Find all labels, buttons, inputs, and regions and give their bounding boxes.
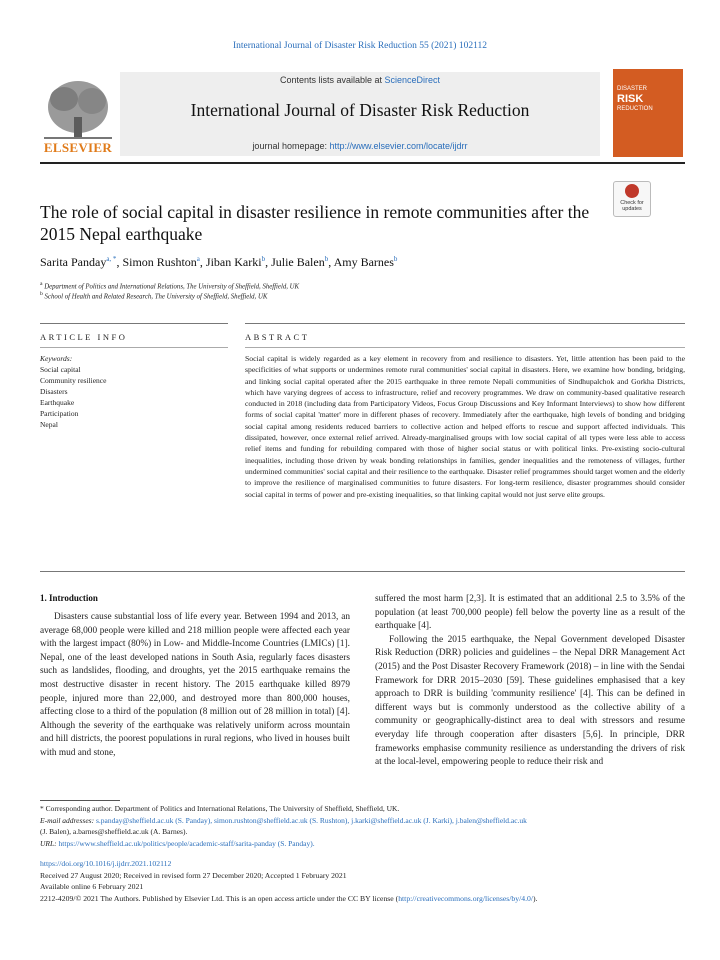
url-label: URL: xyxy=(40,838,57,848)
intro-paragraph: Following the 2015 earthquake, the Nepal Government developed Disaster Risk Reduction (DRR) policies and guidelines – the Nepal DRR Management Act (2015) and the Post Disaster Recovery Framework (2018) – in line with the Sendai Framework for DRR 2015–2030 [59]. These guidelines emphasised that a key approach to DRR is building 'community resilience' [4]. This can be defined in different ways but is commonly understood as the collective ability of a community or geographically-distinct area to deal with stressors and resume everyday life through cooperation after disasters [5,6]. In principle, DRR frameworks emphasise community resilience as understanding the drivers of risk at the local-level, empowering people to reduce their risk and xyxy=(375,634,685,768)
article-info-label: ARTICLE INFO xyxy=(40,332,128,342)
check-updates-label: Check for updates xyxy=(620,200,644,212)
article-title: The role of social capital in disaster resilience in remote communities after the 2015 Nepal earthquake xyxy=(40,202,590,244)
journal-cover-image xyxy=(613,69,683,157)
author-name[interactable]: Julie Balen xyxy=(271,255,325,269)
author-affiliation-mark[interactable]: b xyxy=(261,255,266,263)
keyword: Social capital xyxy=(40,365,81,374)
keywords-label: Keywords: xyxy=(40,354,73,363)
received-dates: Received 27 August 2020; Received in revised form 27 December 2020; Accepted 1 February 2021 xyxy=(40,870,347,880)
contents-prefix: Contents lists available at xyxy=(279,75,385,85)
keyword: Nepal xyxy=(40,420,58,429)
homepage-link[interactable]: http://www.elsevier.com/locate/ijdrr xyxy=(329,141,468,151)
journal-title: International Journal of Disaster Risk Reduction xyxy=(190,100,530,120)
author-affiliation-mark[interactable]: a, * xyxy=(106,255,117,263)
author-affiliation-mark[interactable]: a xyxy=(196,255,200,263)
header-divider xyxy=(40,162,685,164)
keyword: Earthquake xyxy=(40,398,75,407)
affiliation-b xyxy=(40,291,680,300)
cover-line2: RISK xyxy=(617,93,644,105)
keyword: Disasters xyxy=(40,387,68,396)
abstract-text: Social capital is widely regarded as a key element in recovery from and resilience to disasters. Yet, little attention has been paid to the specificities of what supports or undermines remote rural communities' social capital in disasters. Here, we examine how bonding, bridging, and linking social capital operated after the 2015 earthquake in three remote Nepali communities of Sindhupalchok and Gorkha Districts, which have varying degrees of access to infrastructure, relief and recovery programmes. We draw on community-based qualitative research conducted in 2018 (including data from Participatory Videos, Focus Group Discussions and Key Informant Interviews) to show how different forms of social capital 'matter' more in different phases of recovery. Immediately after the earthquake, high levels of bonding and bridging social capital among residents reduced barriers to collective action and helped efforts to rescue and support affected individuals. This dissipated, however, once external relief arrived. Already-marginalised groups with low social capital of all types were less able to access relief items and funding for rebuilding compared with those of higher social status or with political links. Pre-existing socio-cultural inequalities, including those driven by weak bonding relationships in families, gender inequalities and the remoteness of villages, further undermined communities' social capital and their resilience to the earthquake. Disaster relief programmes should target women and the elderly to improve the resilience of marginalised communities to future disasters. For long-term resilience, disaster programmes should consider social capital in terms of power and pre-existing inequalities, so that linking capital would not just serve elite groups. xyxy=(245,354,685,499)
author-list: Sarita Panday$^{a, *}$, Simon Rushton$^a$, Jiban Karki$^b$, Julie Balen$^b$, Amy Barnes$^b$ xyxy=(40,255,398,269)
author-url-link[interactable]: https://www.sheffield.ac.uk/politics/people/academic-staff/sarita-panday (S. Panday). xyxy=(56,838,315,848)
footnote-rule xyxy=(40,800,120,801)
homepage-line xyxy=(120,141,600,151)
cover-line1: DISASTER xyxy=(617,86,648,92)
cover-line3: REDUCTION xyxy=(617,106,653,112)
license-link[interactable]: http://creativecommons.org/licenses/by/4.0/ xyxy=(398,893,533,903)
footnote xyxy=(40,803,685,849)
affiliation-mark: a xyxy=(40,281,43,287)
intro-paragraph: Disasters cause substantial loss of life every year. Between 1994 and 2013, an average 68,000 people were killed and 218 million people were affected each year with the largest impact (80%) in Low- and Middle-Income Countries (LMICs) [1]. Nepal, one of the least developed nations in South Asia, regularly faces disasters such as landslides, flooding, and droughts, yet the 2015 earthquake remains the most destructive disaster in recent history. The 2015 earthquake killed 8979 people, injured more than 22,000, and destroyed more than 800,000 houses, affecting close to a third of the population (8 million out of 28 million in total) [4]. Although the severity of the earthquake was relatively uniform across mountain and hill districts, the poorest populations in rural regions, who lived in houses built with mud and stone, xyxy=(40,612,350,758)
intro-right-column xyxy=(375,593,685,770)
author-name[interactable]: Simon Rushton xyxy=(122,255,197,269)
author-name[interactable]: Amy Barnes xyxy=(333,255,394,269)
body-divider xyxy=(40,571,685,572)
keyword: Community resilience xyxy=(40,376,107,385)
author-name[interactable]: Jiban Karki xyxy=(205,255,262,269)
abstract-label: ABSTRACT xyxy=(245,332,310,342)
author-affiliation-mark[interactable]: b xyxy=(324,255,329,263)
article-info-top-rule xyxy=(40,323,228,324)
abstract-bottom-rule xyxy=(245,347,685,348)
sciencedirect-link[interactable]: ScienceDirect xyxy=(384,75,441,85)
online-date: Available online 6 February 2021 xyxy=(40,882,144,891)
license-suffix: ). xyxy=(533,893,538,903)
license-prefix: 2212-4209/© 2021 The Authors. Published by Elsevier Ltd. This is an open access article under the CC BY license ( xyxy=(40,893,399,903)
author-name[interactable]: Sarita Panday xyxy=(40,255,107,269)
journal-citation[interactable]: International Journal of Disaster Risk Reduction 55 (2021) 102112 xyxy=(233,41,487,51)
article-info-bottom-rule xyxy=(40,347,228,348)
doi-link[interactable]: https://doi.org/10.1016/j.ijdrr.2021.102112 xyxy=(40,859,172,868)
affiliation-a xyxy=(40,281,680,290)
check-updates-icon xyxy=(625,184,639,198)
homepage-prefix: journal homepage: xyxy=(252,141,330,151)
intro-left-column xyxy=(40,611,350,761)
article-metadata xyxy=(40,858,685,904)
publisher-name: ELSEVIER xyxy=(43,140,113,155)
author-affiliation-mark[interactable]: b xyxy=(393,255,398,263)
contents-line xyxy=(120,75,600,85)
abstract-top-rule xyxy=(245,323,685,324)
email-addresses-cont[interactable]: (J. Balen), a.barnes@sheffield.ac.uk (A. Barnes). xyxy=(40,827,188,836)
affiliation-text: School of Health and Related Research, The University of Sheffield, Sheffield, UK xyxy=(44,293,268,301)
keyword: Participation xyxy=(40,409,79,418)
section-heading-introduction: 1. Introduction xyxy=(40,593,98,603)
email-addresses[interactable]: s.panday@sheffield.ac.uk (S. Panday), simon.rushton@sheffield.ac.uk (S. Rushton), j.karki@sheffield.ac.uk (J. Karki), j.balen@sheffield.ac.uk xyxy=(94,815,527,825)
affiliation-text: Department of Politics and International Relations, The University of Sheffield, Sheffield, UK xyxy=(44,283,300,291)
affiliation-mark: b xyxy=(40,291,43,297)
email-label: E-mail addresses: xyxy=(40,815,95,825)
corresponding-author-note: * Corresponding author. Department of Politics and International Relations, The University of Sheffield, Sheffield, UK. xyxy=(40,804,400,813)
intro-paragraph: suffered the most harm [2,3]. It is estimated that an additional 2.5 to 3.5% of the population (at least 700,000 people) fell below the poverty line as a result of the earthquake [4]. xyxy=(375,594,685,632)
